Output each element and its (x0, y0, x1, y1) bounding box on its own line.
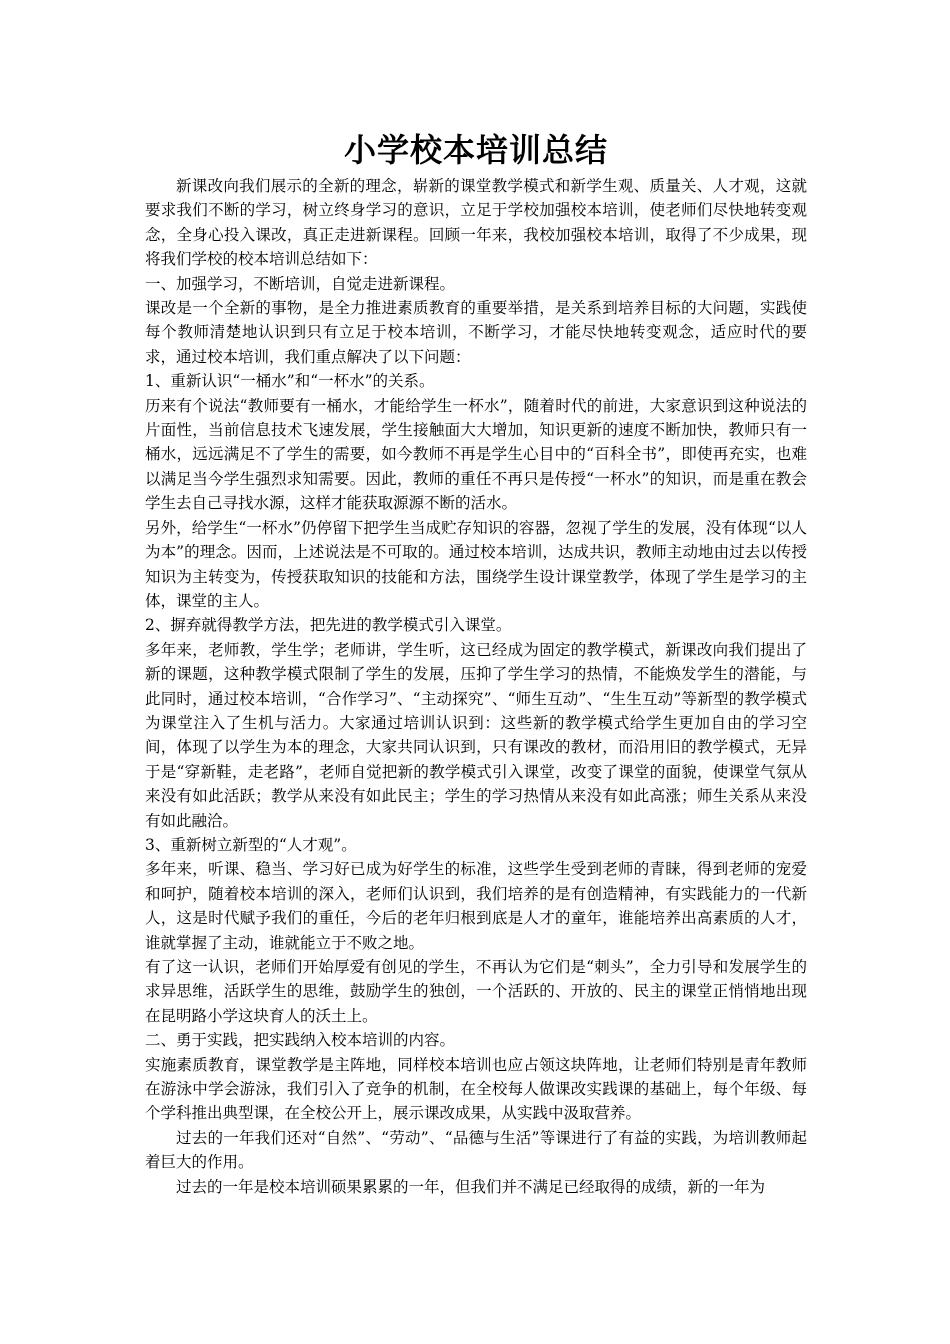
section-heading-1: 一、加强学习，不断培训，自觉走进新课程。 (145, 274, 456, 293)
subsection-heading-3: 3、重新树立新型的“人才观”。 (145, 835, 357, 854)
body-paragraph: 另外，给学生“一杯水”仍停留下把学生当成贮存知识的容器，忽视了学生的发展，没有体现“以人为本”的理念。因而，上述说法是不可取的。通过校本培训，达成共识，教师主动地由过去以传授知识为主转变为，传授获取知识的技能和方法，围绕学生设计课堂教学，体现了学生是学习的主体，课堂的主人。 (145, 518, 807, 610)
section-heading-2: 二、勇于实践，把实践纳入校本培训的内容。 (145, 1031, 456, 1050)
subsection-heading-1: 1、重新认识“一桶水”和“一杯水”的关系。 (145, 372, 435, 391)
body-paragraph: 实施素质教育，课堂教学是主阵地，同样校本培训也应占领这块阵地，让老师们特别是青年教师在游泳中学会游泳，我们引入了竞争的机制，在全校每人做课改实践课的基础上，每个年级、每个学科推出典型课，在全校公开上，展示课改成果，从实践中汲取营养。 (145, 1055, 807, 1123)
intro-paragraph: 新课改向我们展示的全新的理念，崭新的课堂教学模式和新学生观、质量关、人才观，这就要求我们不断的学习，树立终身学习的意识，立足于学校加强校本培训，使老师们尽快地转变观念，全身心投入课改，真正走进新课程。回顾一年来，我校加强校本培训，取得了不少成果，现将我们学校的校本培训总结如下： (145, 177, 807, 269)
body-paragraph: 有了这一认识，老师们开始厚爱有创见的学生，不再认为它们是“刺头”，全力引导和发展学生的求异思维，活跃学生的思维，鼓励学生的独创，一个活跃的、开放的、民主的课堂正悄悄地出现在昆明路小学这块育人的沃土上。 (145, 958, 807, 1025)
body-paragraph: 过去的一年我们还对“自然”、“劳动”、“品德与生活”等课进行了有益的实践，为培训教师起着巨大的作用。 (145, 1128, 807, 1172)
body-paragraph: 历来有个说法“教师要有一桶水，才能给学生一杯水”，随着时代的前进，大家意识到这种说法的片面性，当前信息技术飞速发展，学生接触面大大增加，知识更新的速度不断加快，教师只有一桶水，远远满足不了学生的需要，如今教师不再是学生心目中的“百科全书”，即使再充实，也难以满足当今学生强烈求知需要。因此，教师的重任不再只是传授“一杯水”的知识，而是重在教会学生去自己寻找水源，这样才能获取源源不断的活水。 (145, 396, 807, 513)
subsection-heading-2: 2、摒弃就得教学方法，把先进的教学模式引入课堂。 (145, 616, 512, 635)
body-paragraph: 多年来，听课、稳当、学习好已成为好学生的标准，这些学生受到老师的青睐，得到老师的宠爱和呵护，随着校本培训的深入，老师们认识到，我们培养的是有创造精神，有实践能力的一代新人，这是时代赋予我们的重任，今后的老年归根到底是人才的童年，谁能培养出高素质的人才，谁就掌握了主动，谁就能立于不败之地。 (145, 860, 807, 952)
document-body (145, 128, 807, 1199)
body-paragraph: 课改是一个全新的事物，是全力推进素质教育的重要举措，是关系到培养目标的大问题，实践使每个教师清楚地认识到只有立足于校本培训，不断学习，才能尽快地转变观念，适应时代的要求，通过校本培训，我们重点解决了以下问题： (145, 299, 807, 366)
body-paragraph: 多年来，老师教，学生学；老师讲，学生听，这已经成为固定的教学模式，新课改向我们提出了新的课题，这种教学模式限制了学生的发展，压抑了学生学习的热情，不能焕发学生的潜能，与此同时，通过校本培训，“合作学习”、“主动探究”、“师生互动”、“生生互动”等新型的教学模式为课堂注入了生机与活力。大家通过培训认识到：这些新的教学模式给学生更加自由的学习空间，体现了以学生为本的理念，大家共同认识到，只有课改的教材，而沿用旧的教学模式，无异于是“穿新鞋，走老路”，老师自觉把新的教学模式引入课堂，改变了课堂的面貌，使课堂气氛从来没有如此活跃；教学从来没有如此民主；学生的学习热情从来没有如此高涨；师生关系从来没有如此融洽。 (145, 640, 807, 830)
document-title: 小学校本培训总结 (343, 131, 608, 169)
closing-paragraph: 过去的一年是校本培训硕果累累的一年，但我们并不满足已经取得的成绩，新的一年为 (176, 1177, 766, 1196)
